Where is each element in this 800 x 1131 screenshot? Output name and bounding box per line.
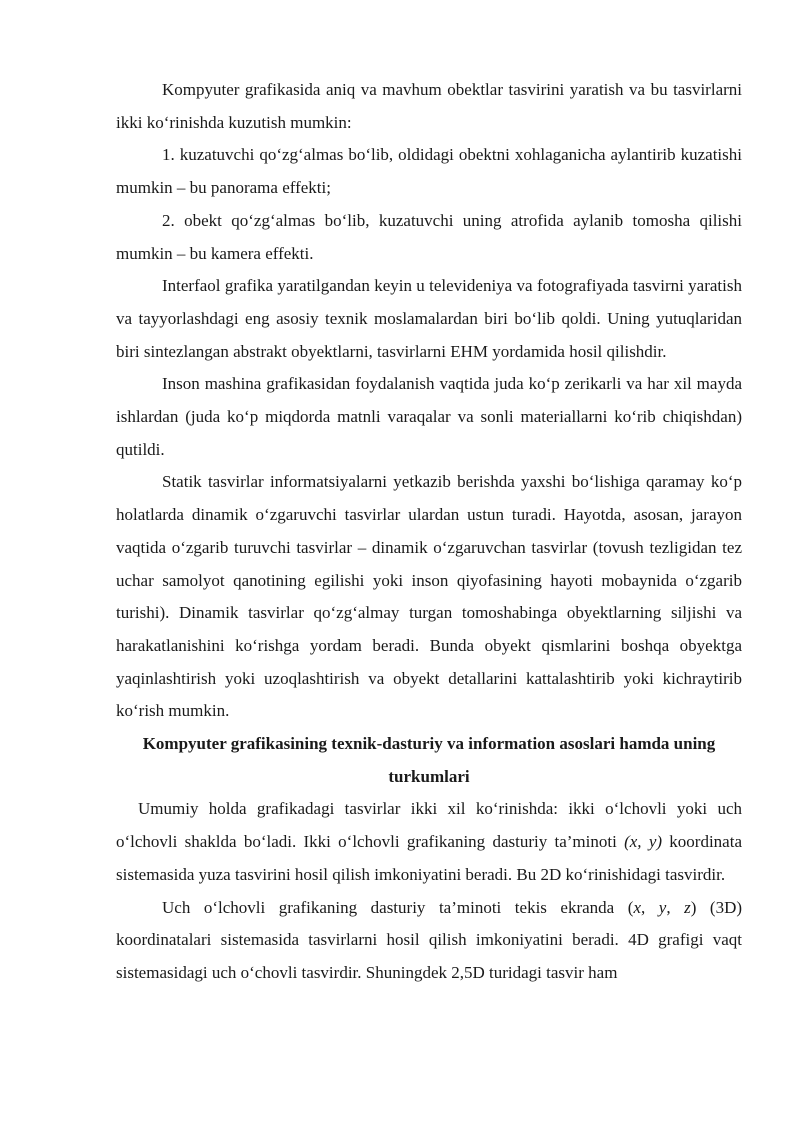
paragraph-item-1: 1. kuzatuvchi qo‘zg‘almas bo‘lib, oldidagi obektni xohlaganicha aylantirib kuzatishi mumkin – bu panorama effekti; xyxy=(116,145,742,198)
paragraph-static-dynamic: Statik tasvirlar informatsiyalarni yetkazib berishda yaxshi bo‘lishiga qaramay ko‘p holatlarda dinamik o‘zgaruvchi tasvirlar ulardan ustun turadi. Hayotda, asosan, jarayon vaqtida o‘zgarib turuvchi tasvirlar – dinamik o‘zgaruvchan tasvirlar (tovush tezligidan tez uchar samolyot qanotining egilishi yoki inson qiyofasining hayoti mobaynida o‘zgarib turishi). Dinamik tasvirlar qo‘zg‘almay turgan tomoshabinga obyektlarning siljishi va harakatlanishini ko‘rishga yordam beradi. Bunda obyekt qismlarini boshqa obyektga yaqinlashtirish yoki uzoqlashtirish va obyekt detallarini kattalashtirib yoki kichraytirib ko‘rish mumkin. xyxy=(116,472,742,721)
paragraph-2d-graphics xyxy=(116,793,742,891)
paragraph-item-2: 2. obekt qo‘zg‘almas bo‘lib, kuzatuvchi uning atrofida aylanib tomosha qilishi mumkin – bu kamera effekti. xyxy=(116,210,742,263)
paragraph-intro: Kompyuter grafikasida aniq va mavhum obektlar tasvirini yaratish va bu tasvirlarni ikki ko‘rinishda kuzutish mumkin: xyxy=(116,80,742,132)
text-fragment: , xyxy=(640,897,659,917)
section-heading: Kompyuter grafikasining texnik-dasturiy va information asoslari hamda uning turkumlari xyxy=(142,734,716,786)
text-fragment: Umumiy holda grafikadagi tasvirlar ikki xil ko‘rinishda: ikki o‘lchovli yoki uch o‘lchovli shaklda bo‘ladi. Ikki o‘lchovli grafikaning dasturiy ta’minoti xyxy=(116,799,742,852)
coordinate-x: x xyxy=(633,897,641,917)
paragraph-interactive-graphics: Interfaol grafika yaratilgandan keyin u televideniya va fotografiyada tasvirni yaratish va tayyorlashdagi eng asosiy texnik moslamalardan biri bo‘lib qoldi. Uning yutuqlaridan biri sintezlangan abstrakt obyektlarni, tasvirlarni EHM yordamida hosil qilishdir. xyxy=(116,276,742,361)
text-fragment: ) (3D) koordinatalari sistemasida tasvirlarni hosil qilish imkoniyatini beradi. 4D grafigi vaqt sistemasidagi uch o‘chovli tasvirdir. Shuningdek 2,5D turidagi tasvir ham xyxy=(116,897,743,982)
paragraph-machine-graphics: Inson mashina grafikasidan foydalanish vaqtida juda ko‘p zerikarli va har xil mayda ishlardan (juda ko‘p miqdorda matnli varaqalar va sonli materiallarni ko‘rib chiqishdan) qutildi. xyxy=(116,374,742,459)
text-fragment: , xyxy=(666,897,685,917)
coordinate-y: y xyxy=(658,897,667,917)
coordinates-xy: (x, y) xyxy=(624,832,663,852)
paragraph-3d-graphics xyxy=(116,892,742,990)
coordinate-z: z xyxy=(684,897,691,917)
text-fragment: Uch o‘lchovli grafikaning dasturiy ta’minoti tekis ekranda ( xyxy=(162,897,634,917)
text-fragment: koordinata sistemasida yuza tasvirini hosil qilish imkoniyatini beradi. Bu 2D ko‘rinishidagi tasvirdir. xyxy=(116,832,742,884)
